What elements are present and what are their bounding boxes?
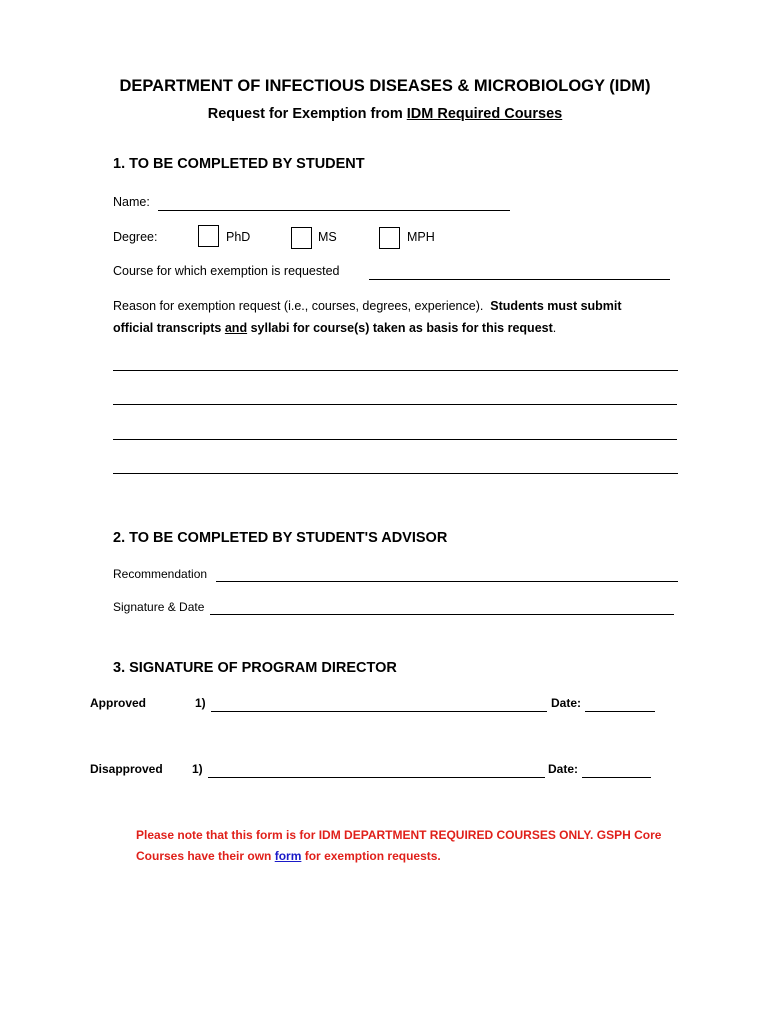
phd-label: PhD (226, 230, 251, 244)
reason-line-2 (113, 321, 556, 335)
disapproved-item-number: 1) (192, 762, 203, 776)
reason-field-line-1[interactable] (113, 370, 678, 371)
approved-item-number: 1) (195, 696, 206, 710)
reason-bold-2c: syllabi for course(s) taken as basis for this request (250, 321, 553, 335)
approved-date-label: Date: (551, 696, 582, 710)
course-field[interactable] (369, 279, 670, 280)
name-label: Name: (113, 195, 150, 209)
disapproved-signature-field[interactable] (208, 777, 545, 778)
reason-end: . (552, 321, 557, 335)
mph-label: MPH (407, 230, 435, 244)
reason-bold-2b: and (224, 321, 248, 335)
phd-checkbox[interactable] (198, 225, 219, 247)
ms-label: MS (318, 230, 337, 244)
form-subtitle (0, 106, 770, 122)
subtitle-underlined: IDM Required Courses (406, 106, 563, 122)
note-line-2-suffix: for exemption requests. (304, 849, 441, 863)
approved-date-field[interactable] (585, 711, 655, 712)
disapproved-date-field[interactable] (582, 777, 651, 778)
section1-heading: 1. TO BE COMPLETED BY STUDENT (113, 156, 365, 172)
form-title: DEPARTMENT OF INFECTIOUS DISEASES & MICROBIOLOGY (IDM) (119, 77, 651, 95)
note-line-2-prefix: Courses have their own (136, 849, 272, 863)
reason-field-line-4[interactable] (113, 473, 678, 474)
reason-bold-2a: official transcripts (113, 321, 222, 335)
course-label: Course for which exemption is requested (113, 264, 340, 278)
exemption-form-link[interactable]: form (274, 849, 302, 863)
signature-date-field[interactable] (210, 614, 674, 615)
approved-signature-field[interactable] (211, 711, 547, 712)
reason-line-1 (113, 299, 622, 313)
reason-field-line-2[interactable] (113, 404, 677, 405)
section3-heading: 3. SIGNATURE OF PROGRAM DIRECTOR (113, 660, 397, 676)
disapproved-label: Disapproved (90, 762, 163, 776)
name-field[interactable] (158, 210, 510, 211)
disapproved-date-label: Date: (548, 762, 579, 776)
mph-checkbox[interactable] (379, 227, 400, 249)
approved-label: Approved (90, 696, 147, 710)
note-line-2 (136, 849, 441, 863)
degree-label: Degree: (113, 230, 158, 244)
recommendation-field[interactable] (216, 581, 678, 582)
recommendation-label: Recommendation (113, 567, 208, 581)
reason-bold-1: Students must submit (490, 299, 622, 313)
subtitle-prefix: Request for Exemption from (207, 106, 403, 122)
ms-checkbox[interactable] (291, 227, 312, 249)
note-line-1: Please note that this form is for IDM DEPARTMENT REQUIRED COURSES ONLY. GSPH Core (136, 828, 662, 842)
section2-heading: 2. TO BE COMPLETED BY STUDENT'S ADVISOR (113, 530, 448, 546)
reason-text: Reason for exemption request (i.e., courses, degrees, experience). (113, 299, 484, 313)
signature-date-label: Signature & Date (113, 600, 205, 614)
reason-field-line-3[interactable] (113, 439, 677, 440)
